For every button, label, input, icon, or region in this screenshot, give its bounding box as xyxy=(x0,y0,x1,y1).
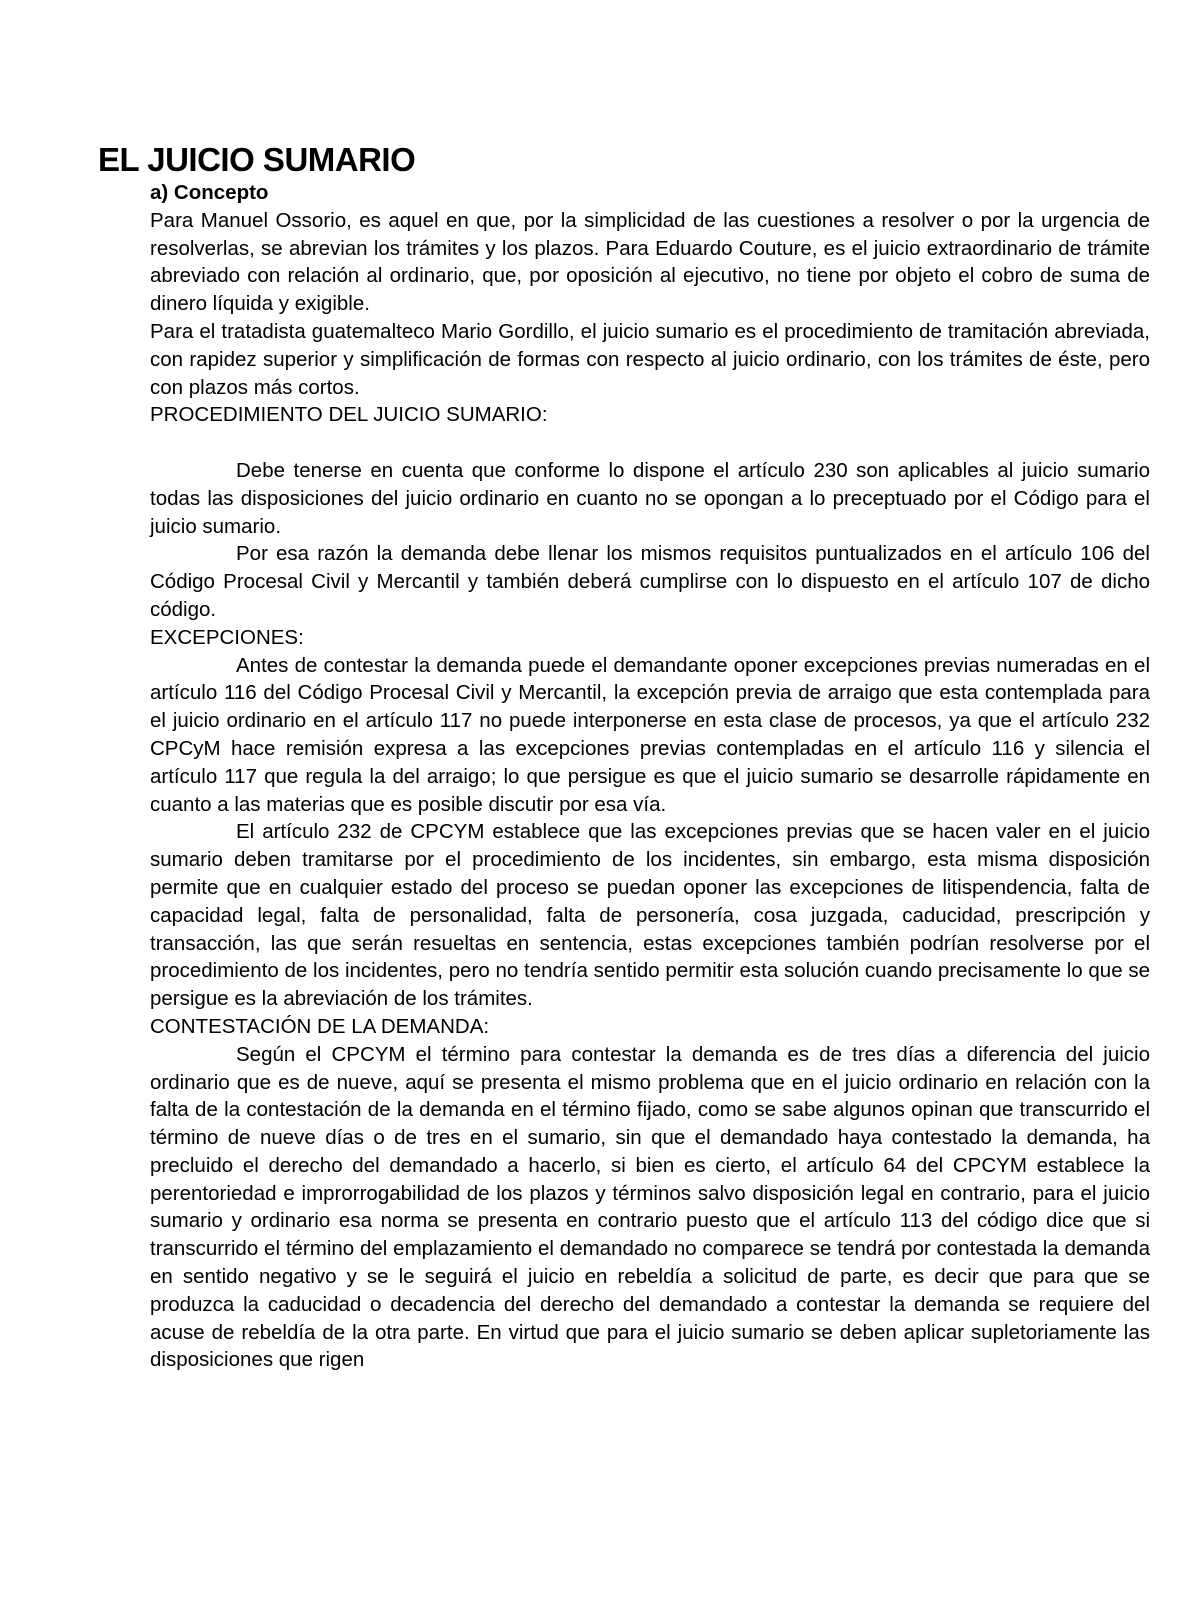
exceptions-paragraph: El artículo 232 de CPCYM establece que las excepciones previas que se hacen valer en el juicio sumario deben tramitarse por el procedimiento de los incidentes, sin embargo, esta misma disposición permite que en cualquier estado del proceso se puedan oponer las excepciones de litispendencia, falta de capacidad legal, falta de personalidad, falta de personería, cosa juzgada, caducidad, prescripción y transacción, las que serán resueltas en sentencia, estas excepciones también podrían resolverse por el procedimiento de los incidentes, pero no tendría sentido permitir esta solución cuando precisamente lo que se persigue es la abreviación de los trámites. xyxy=(150,820,1150,1011)
concept-paragraph: Para Manuel Ossorio, es aquel en que, por la simplicidad de las cuestiones a resolver o por la urgencia de resolverlas, se abrevian los trámites y los plazos. Para Eduardo Couture, es el juicio extraordinario de trámite abreviado con relación al ordinario, que, por oposición al ejecutivo, no tiene por objeto el cobro de suma de dinero líquida y exigible. xyxy=(150,208,1150,316)
blank-line xyxy=(150,429,1150,457)
answer-paragraph: Según el CPCYM el término para contestar la demanda es de tres días a diferencia del juicio ordinario que es de nueve, aquí se presenta el mismo problema que en el juicio ordinario en relación con la falta de la contestación de la demanda en el término fijado, como se sabe algunos opinan que transcurrido el término de nueve días o de tres en el sumario, sin que el demandado haya contestado la demanda, ha precluido el derecho del demandado a hacerlo, si bien es cierto, el artículo 64 del CPCYM establece la perentoriedad e improrrogabilidad de los plazos y términos salvo disposición legal en contrario, para el juicio sumario y ordinario esa norma se presenta en contrario puesto que el artículo 113 del código dice que si transcurrido el término del emplazamiento el demandado no comparece se tendrá por contestada la demanda en sentido negativo y se le seguirá el juicio en rebeldía a solicitud de parte, es decir que para que se produzca la caducidad o decadencia del derecho del demandado a contestar la demanda se requiere del acuse de rebeldía de la otra parte. En virtud que para el juicio sumario se deben aplicar supletoriamente las disposiciones que rigen xyxy=(150,1042,1150,1372)
procedure-paragraph: Debe tenerse en cuenta que conforme lo dispone el artículo 230 son aplicables al juicio sumario todas las disposiciones del juicio ordinario en cuanto no se opongan a lo preceptuado por el Código para el juicio sumario. xyxy=(150,458,1150,538)
exceptions-heading: EXCEPCIONES: xyxy=(150,625,304,649)
document-title: EL JUICIO SUMARIO xyxy=(98,141,416,178)
procedure-heading: PROCEDIMIENTO DEL JUICIO SUMARIO: xyxy=(150,403,548,427)
exceptions-paragraph: Antes de contestar la demanda puede el demandante oponer excepciones previas numeradas en el artículo 116 del Código Procesal Civil y Mercantil, la excepción previa de arraigo que esta contemplada para el juicio ordinario en el artículo 117 no puede interponerse en esta clase de procesos, ya que el artículo 232 CPCyM hace remisión expresa a las excepciones previas contempladas en el artículo 116 y silencia el artículo 117 que regula la del arraigo; lo que persigue es que el juicio sumario se desarrolle rápidamente en cuanto a las materias que es posible discutir por esa vía. xyxy=(150,653,1150,816)
procedure-paragraph: Por esa razón la demanda debe llenar los mismos requisitos puntualizados en el artículo 106 del Código Procesal Civil y Mercantil y también deberá cumplirse con lo dispuesto en el artículo 107 de dicho código. xyxy=(150,542,1150,621)
concept-subheading: a) Concepto xyxy=(150,181,269,204)
answer-heading: CONTESTACIÓN DE LA DEMANDA: xyxy=(150,1014,490,1038)
concept-paragraph: Para el tratadista guatemalteco Mario Gordillo, el juicio sumario es el procedimiento de tramitación abreviada, con rapidez superior y simplificación de formas con respecto al juicio ordinario, con los trámites de éste, pero con plazos más cortos. xyxy=(150,319,1150,399)
document-body xyxy=(150,179,1150,1374)
